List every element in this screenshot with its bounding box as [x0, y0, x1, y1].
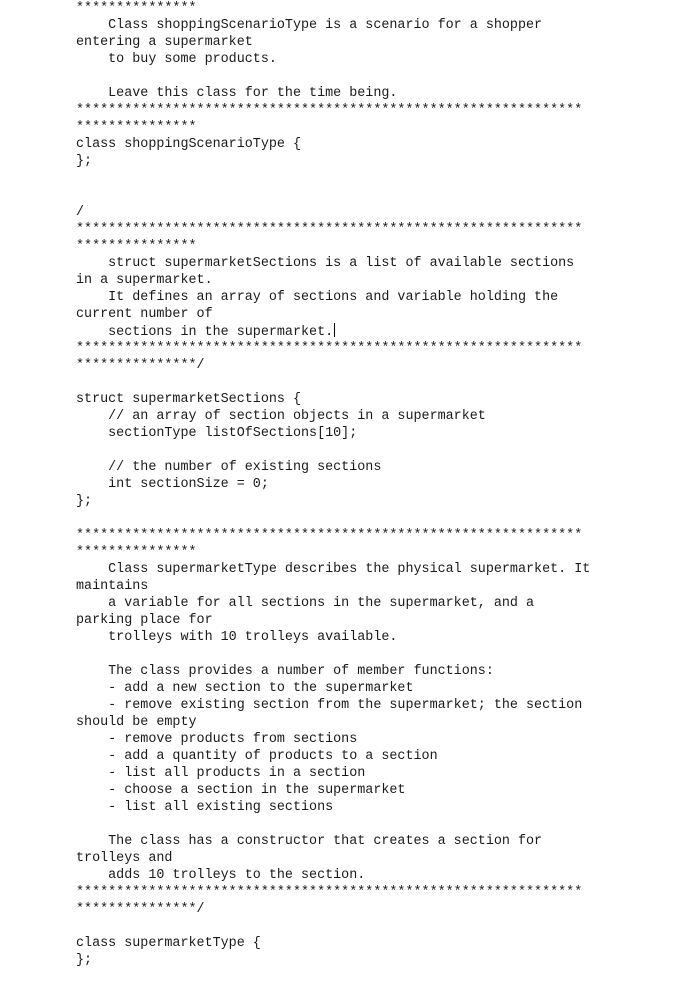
code-line: - list all existing sections [76, 800, 334, 815]
code-line [76, 442, 676, 459]
code-line: to buy some products. [76, 52, 277, 67]
code-line: - choose a section in the supermarket [76, 783, 406, 798]
code-line: *************** [76, 239, 197, 254]
code-line: // an array of section objects in a supermarket [76, 409, 486, 424]
code-line: - remove products from sections [76, 732, 358, 747]
code-line: *************************************************************** [76, 103, 583, 118]
code-line: should be empty [76, 715, 197, 730]
code-line: struct supermarketSections is a list of available sections [76, 256, 575, 271]
code-line: ***************/ [76, 902, 205, 917]
code-line: class supermarketType { [76, 936, 261, 951]
code-line: a variable for all sections in the supermarket, and a [76, 596, 535, 611]
code-line [76, 374, 676, 391]
code-line: Leave this class for the time being. [76, 86, 398, 101]
code-line: / [76, 205, 85, 220]
code-line: - add a new section to the supermarket [76, 681, 414, 696]
code-line: - list all products in a section [76, 766, 366, 781]
code-line [76, 918, 676, 935]
code-line: It defines an array of sections and variable holding the [76, 290, 559, 305]
code-line [76, 68, 676, 85]
code-line: *************** [76, 1, 197, 16]
code-line: *************************************************************** [76, 222, 583, 237]
code-line: The class provides a number of member functions: [76, 664, 494, 679]
code-line: }; [76, 953, 93, 968]
code-line-text: sections in the supermarket. [76, 325, 334, 340]
code-editor[interactable] [76, 0, 676, 969]
code-line: struct supermarketSections { [76, 392, 301, 407]
code-line: - add a quantity of products to a section [76, 749, 438, 764]
code-line: // the number of existing sections [76, 460, 382, 475]
code-line: class shoppingScenarioType { [76, 137, 301, 152]
code-line: *************************************************************** [76, 885, 583, 900]
code-line: *************** [76, 120, 197, 135]
code-line: entering a supermarket [76, 35, 253, 50]
code-line: Class supermarketType describes the physical supermarket. It [76, 562, 591, 577]
code-line: *************************************************************** [76, 341, 583, 356]
code-line: in a supermarket. [76, 273, 213, 288]
code-line: maintains [76, 579, 149, 594]
code-line [76, 510, 676, 527]
code-line: The class has a constructor that creates a section for [76, 834, 543, 849]
code-line [76, 816, 676, 833]
code-line [76, 170, 676, 187]
text-cursor [334, 323, 335, 337]
code-line: current number of [76, 307, 213, 322]
code-line: adds 10 trolleys to the section. [76, 868, 366, 883]
code-line: }; [76, 494, 93, 509]
code-line: - remove existing section from the supermarket; the section [76, 698, 583, 713]
code-line [76, 187, 676, 204]
code-line: }; [76, 154, 93, 169]
code-line: *************************************************************** [76, 528, 583, 543]
code-line: int sectionSize = 0; [76, 477, 269, 492]
code-line: parking place for [76, 613, 213, 628]
code-line: sectionType listOfSections[10]; [76, 426, 358, 441]
code-line-with-cursor [76, 323, 676, 340]
code-line [76, 646, 676, 663]
code-line: trolleys and [76, 851, 173, 866]
code-line: *************** [76, 545, 197, 560]
code-line: ***************/ [76, 358, 205, 373]
code-line: Class shoppingScenarioType is a scenario for a shopper [76, 18, 543, 33]
code-line: trolleys with 10 trolleys available. [76, 630, 398, 645]
